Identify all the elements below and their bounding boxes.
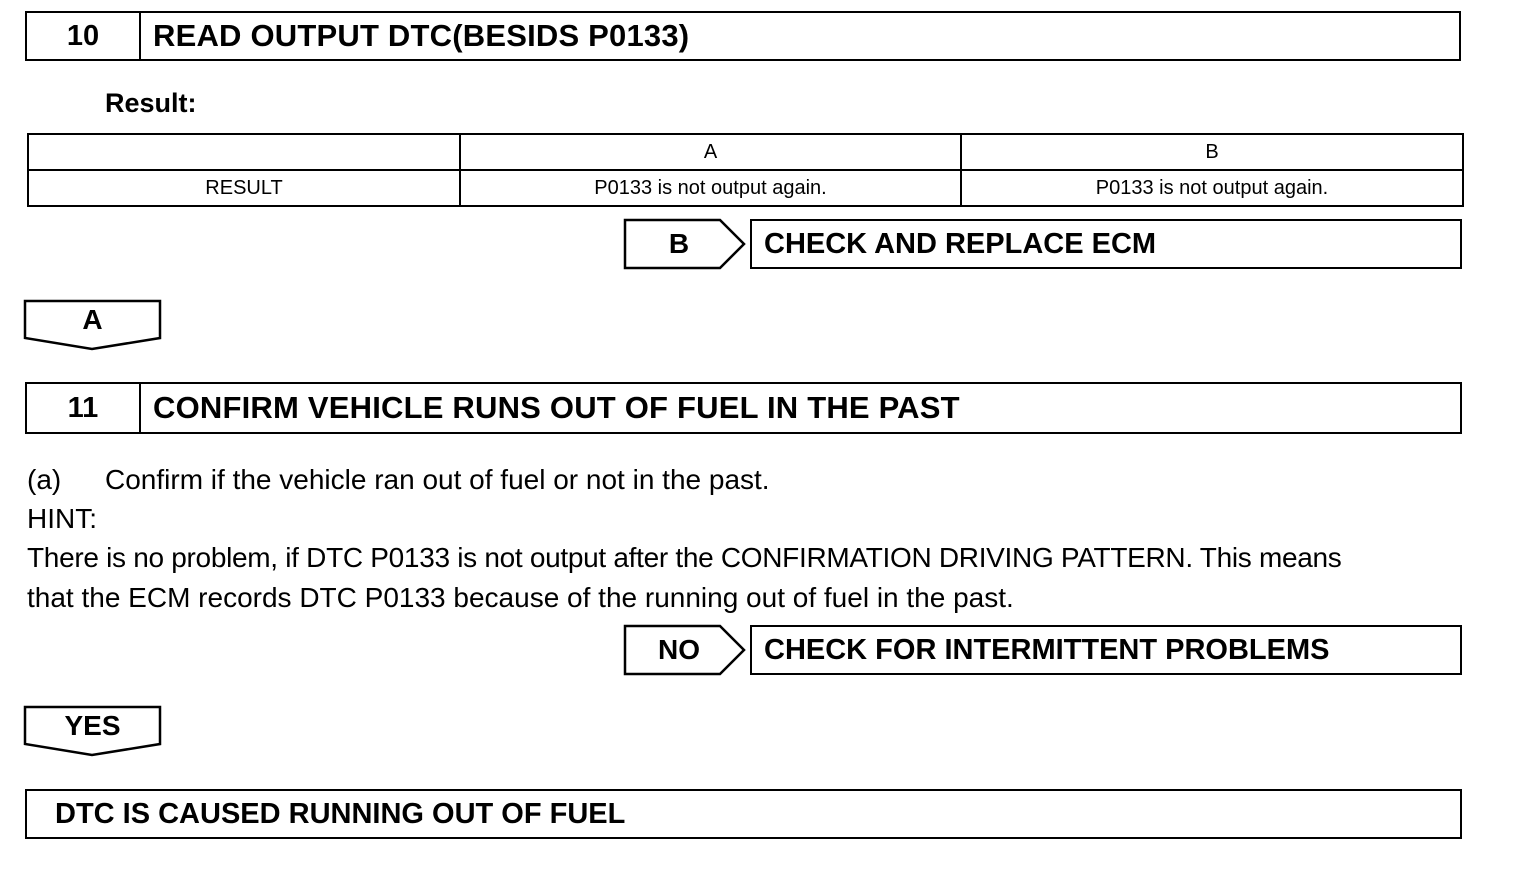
- hint-text-line-2: that the ECM records DTC P0133 because of the running out of fuel in the past.: [27, 582, 1014, 613]
- branch-b-outcome: CHECK AND REPLACE ECM: [750, 219, 1462, 269]
- final-result-box: DTC IS CAUSED RUNNING OUT OF FUEL: [25, 789, 1462, 839]
- branch-no-tag: [624, 625, 746, 675]
- down-arrow-yes-label: YES: [64, 710, 121, 741]
- table-header-cell-empty: [28, 134, 460, 170]
- branch-no-outcome: CHECK FOR INTERMITTENT PROBLEMS: [750, 625, 1462, 675]
- result-table: [27, 133, 1464, 207]
- step-number: 11: [27, 384, 141, 432]
- table-row-label: RESULT: [28, 170, 460, 206]
- hint-label: HINT:: [27, 503, 97, 534]
- instruction-marker: (a): [27, 464, 62, 495]
- step-11-header: [25, 382, 1462, 434]
- table-header-cell-a: A: [460, 134, 961, 170]
- branch-no-label: NO: [658, 634, 700, 665]
- hint-text-line-1: There is no problem, if DTC P0133 is not output after the CONFIRMATION DRIVING PATTERN. This means: [27, 542, 1342, 573]
- instruction-text: Confirm if the vehicle ran out of fuel or not in the past.: [105, 464, 770, 495]
- step-number: 10: [27, 13, 141, 59]
- step-10-header: [25, 11, 1461, 61]
- table-cell-b: P0133 is not output again.: [961, 170, 1463, 206]
- branch-b-tag: [624, 219, 746, 269]
- table-header-cell-b: B: [961, 134, 1463, 170]
- table-row: [28, 170, 1463, 206]
- down-arrow-a-label: A: [82, 304, 103, 335]
- step-title: READ OUTPUT DTC(BESIDS P0133): [153, 18, 690, 53]
- table-cell-a: P0133 is not output again.: [460, 170, 961, 206]
- instruction-line: [27, 460, 770, 499]
- result-label: Result:: [105, 88, 197, 118]
- branch-b-label: B: [668, 228, 690, 259]
- down-arrow-yes: [24, 706, 161, 756]
- step-title: CONFIRM VEHICLE RUNS OUT OF FUEL IN THE PAST: [153, 390, 960, 425]
- table-header-row: [28, 134, 1463, 170]
- down-arrow-a: [24, 300, 161, 350]
